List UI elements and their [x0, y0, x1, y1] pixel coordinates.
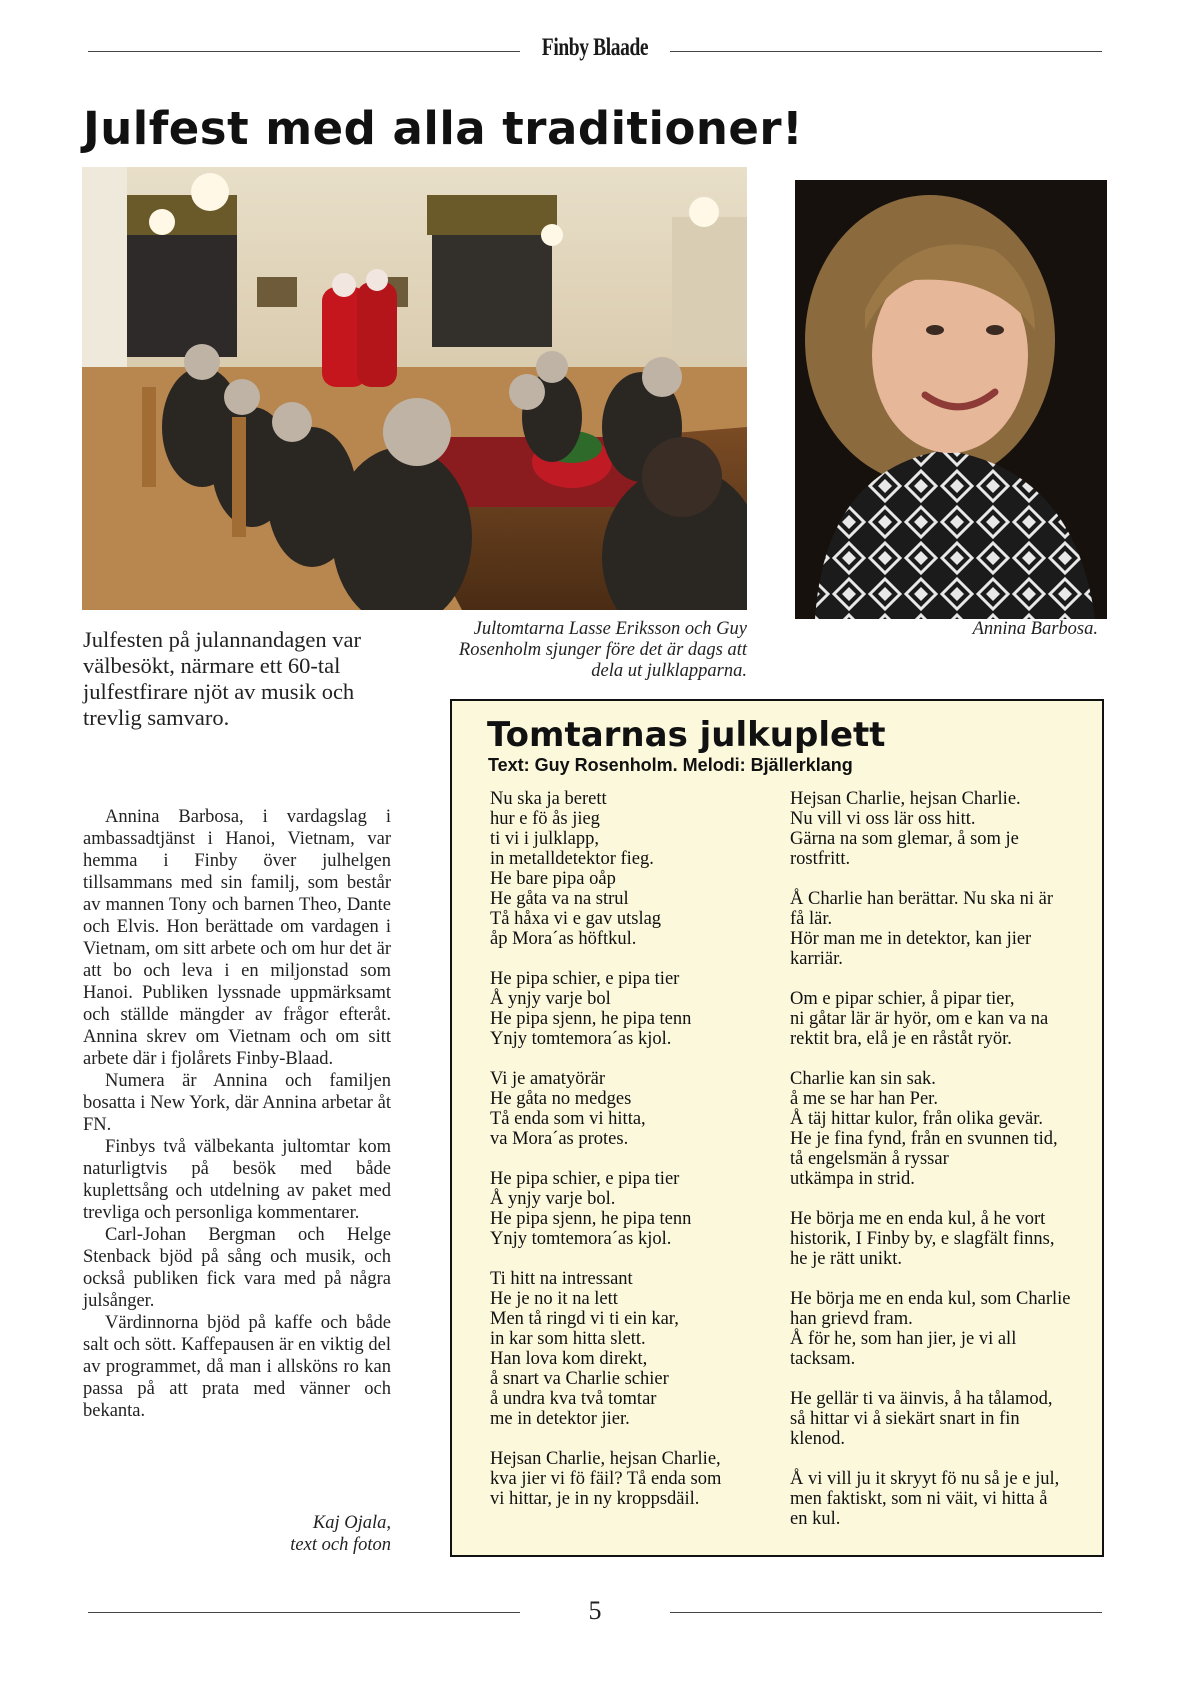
song-line: Ynjy tomtemora´as kjol.: [490, 1029, 672, 1049]
body-paragraph: Finbys två välbekanta jultomtar kom naturligtvis på besök med både kuplettsång och utdelning av paket med trevliga och personliga kommentarer.: [83, 1137, 391, 1223]
song-line: He je no it na lett: [490, 1289, 618, 1309]
body-paragraph: Numera är Annina och familjen bosatta i New York, där Annina arbetar åt FN.: [83, 1071, 391, 1135]
song-subtitle: Text: Guy Rosenholm. Melodi: Bjällerklang: [488, 755, 853, 775]
article-body: [83, 806, 391, 1422]
song-line: He börja me en enda kul, å he vort: [790, 1209, 1046, 1229]
song-line: åp Mora´as höftkul.: [490, 929, 637, 949]
song-line: va Mora´as protes.: [490, 1129, 629, 1149]
masthead: Finby Blaade: [541, 34, 649, 61]
song-line: hur e fö ås jieg: [490, 809, 600, 829]
party-photo: [82, 167, 747, 610]
song-line: klenod.: [790, 1429, 845, 1449]
song-stanza: [790, 989, 1082, 1049]
song-line: så hittar vi å siekärt snart in fin: [790, 1409, 1020, 1429]
song-line: Å ynjy varje bol: [490, 989, 611, 1009]
song-line: en kul.: [790, 1509, 841, 1529]
song-box: [450, 699, 1104, 1557]
song-line: He pipa sjenn, he pipa tenn: [490, 1009, 692, 1029]
song-stanza: [490, 789, 760, 949]
song-line: He bare pipa oåp: [490, 869, 616, 889]
song-line: He pipa schier, e pipa tier: [490, 1169, 680, 1189]
song-right-column: [790, 789, 1082, 1549]
song-line: utkämpa in strid.: [790, 1169, 915, 1189]
song-line: Hör man me in detektor, kan jier: [790, 929, 1032, 949]
song-line: ni gåtar lär är hyör, om e kan va na: [790, 1009, 1049, 1029]
song-stanza: [790, 789, 1082, 869]
song-line: å undra kva två tomtar: [490, 1389, 657, 1409]
song-stanza: [490, 1169, 760, 1249]
song-line: Om e pipar schier, å pipar tier,: [790, 989, 1015, 1009]
song-line: Charlie kan sin sak.: [790, 1069, 936, 1089]
song-line: Men tå ringd vi ti ein kar,: [490, 1309, 679, 1329]
song-stanza: [490, 1269, 760, 1429]
song-line: Gärna na som glemar, å som je: [790, 829, 1019, 849]
song-line: Ti hitt na intressant: [490, 1269, 633, 1289]
song-line: Tå enda som vi hitta,: [490, 1109, 646, 1129]
song-stanza: [790, 1469, 1082, 1529]
party-photo-illustration: [82, 167, 747, 610]
song-line: Nu vill vi oss lär oss hitt.: [790, 809, 976, 829]
body-paragraph: Annina Barbosa, i vardagslag i ambassadtjänst i Hanoi, Vietnam, var hemma i Finby över julhelgen tillsammans med sin familj, som består av mannen Tony och barnen Theo, Dante och Elvis. Hon berättade om vardagen i Vietnam, om sitt arbete och om hur det är att bo och leva i en miljonstad som Hanoi. Publiken lyssnade uppmärksamt och ställde mängder av frågor efteråt. Annina skrev om Vietnam och om sitt arbete där i fjolårets Finby-Blaad.: [83, 807, 391, 1069]
portrait-photo: [795, 180, 1107, 619]
song-line: Hejsan Charlie, hejsan Charlie,: [490, 1449, 721, 1469]
byline-role: text och foton: [290, 1535, 391, 1555]
song-stanza: [490, 1069, 760, 1149]
song-line: He gåta va na strul: [490, 889, 629, 909]
song-line: Å vi vill ju it skryyt fö nu så je e jul,: [790, 1469, 1060, 1489]
song-line: He pipa sjenn, he pipa tenn: [490, 1209, 692, 1229]
song-line: tå engelsmän å ryssar: [790, 1149, 949, 1169]
song-line: he je rätt unikt.: [790, 1249, 902, 1269]
song-line: Å för he, som han jier, je vi all: [790, 1329, 1017, 1349]
song-line: rektit bra, elå je en råståt ryör.: [790, 1029, 1012, 1049]
song-line: men faktiskt, som ni väit, vi hitta å: [790, 1489, 1048, 1509]
song-line: Å Charlie han berättar. Nu ska ni är: [790, 889, 1054, 909]
song-line: vi hittar, je in ny kroppsdäil.: [490, 1489, 700, 1509]
song-line: ti vi i julklapp,: [490, 829, 599, 849]
song-stanza: [490, 1449, 760, 1509]
body-paragraph: Carl-Johan Bergman och Helge Stenback bjöd på sång och musik, och också publiken fick vara med på några julsånger.: [83, 1225, 391, 1311]
song-line: in kar som hitta slett.: [490, 1329, 646, 1349]
song-line: Hejsan Charlie, hejsan Charlie.: [790, 789, 1021, 809]
song-line: å me se har han Per.: [790, 1089, 938, 1109]
song-line: rostfritt.: [790, 849, 851, 869]
song-stanza: [790, 889, 1082, 969]
song-line: Å täj hittar kulor, från olika gevär.: [790, 1109, 1044, 1129]
song-line: å snart va Charlie schier: [490, 1369, 669, 1389]
song-line: He börja me en enda kul, som Charlie: [790, 1289, 1071, 1309]
song-line: Nu ska ja berett: [490, 789, 607, 809]
song-stanza: [790, 1209, 1082, 1269]
body-paragraph: Värdinnorna bjöd på kaffe och både salt och sött. Kaffepausen är en viktig del av programmet, då man i allsköns ro kan passa på att prata med vänner och bekanta.: [83, 1313, 391, 1421]
song-line: Tå håxa vi e gav utslag: [490, 909, 662, 929]
song-line: me in detektor jier.: [490, 1409, 630, 1429]
song-left-column: [490, 789, 760, 1529]
song-stanza: [790, 1389, 1082, 1449]
song-stanza: [490, 969, 760, 1049]
song-line: He pipa schier, e pipa tier: [490, 969, 680, 989]
portrait-photo-illustration: [795, 180, 1107, 619]
song-line: tacksam.: [790, 1349, 856, 1369]
song-line: Han lova kom direkt,: [490, 1349, 648, 1369]
page-number: 5: [588, 1596, 602, 1625]
song-line: He je fina fynd, från en svunnen tid,: [790, 1129, 1058, 1149]
song-stanza: [790, 1289, 1082, 1369]
portrait-photo-caption: Annina Barbosa.: [972, 619, 1098, 639]
song-title: Tomtarnas julkuplett: [487, 715, 886, 755]
song-line: Ynjy tomtemora´as kjol.: [490, 1229, 672, 1249]
song-line: han grievd fram.: [790, 1309, 913, 1329]
song-line: Vi je amatyörär: [490, 1069, 605, 1089]
byline-author: Kaj Ojala,: [312, 1513, 391, 1533]
song-line: in metalldetektor fieg.: [490, 849, 654, 869]
song-stanza: [790, 1069, 1082, 1189]
lead-paragraph: Julfesten på julannandagen var välbesökt, närmare ett 60-tal julfestfirare njöt av musik och trevlig samvaro.: [83, 627, 362, 730]
song-line: Å ynjy varje bol.: [490, 1189, 616, 1209]
song-line: kva jier vi fö fäil? Tå enda som: [490, 1469, 722, 1489]
song-line: He gåta no medges: [490, 1089, 632, 1109]
page-headline: Julfest med alla traditioner!: [83, 102, 804, 155]
song-line: få lär.: [790, 909, 833, 929]
song-line: historik, I Finby by, e slagfält finns,: [790, 1229, 1055, 1249]
party-photo-caption: Jultomtarna Lasse Eriksson och Guy Rosenholm sjunger före det är dags att dela ut julklapparna.: [458, 619, 747, 681]
song-line: karriär.: [790, 949, 843, 969]
song-line: He gellär ti va äinvis, å ha tålamod,: [790, 1389, 1053, 1409]
byline: [240, 1512, 391, 1556]
